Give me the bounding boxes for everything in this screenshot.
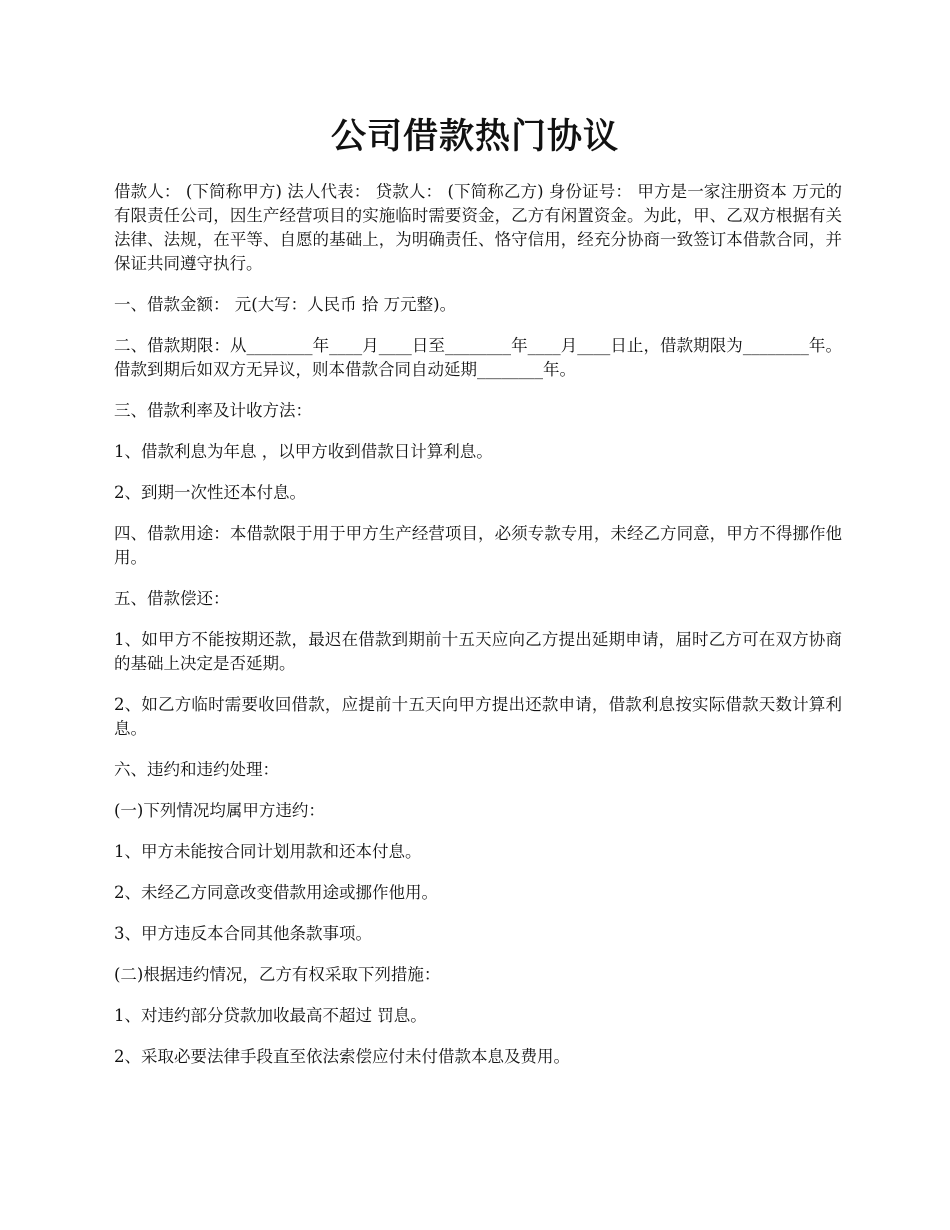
document-title: 公司借款热门协议 — [330, 116, 619, 157]
clause-breach-subheading-2: (二)根据违约情况，乙方有权采取下列措施： — [114, 965, 441, 984]
clause-breach-heading: 六、违约和违约处理： — [114, 760, 279, 779]
clause-repayment-item-2: 2、如乙方临时需要收回借款，应提前十五天向甲方提出还款申请，借款利息按实际借款天数计算利息。 — [114, 695, 842, 738]
clause-loan-purpose: 四、借款用途：本借款限于用于甲方生产经营项目，必须专款专用，未经乙方同意，甲方不得挪作他用。 — [114, 524, 842, 567]
clause-measure-item-2: 2、采取必要法律手段直至依法索偿应付未付借款本息及费用。 — [114, 1047, 570, 1066]
clause-loan-amount: 一、借款金额： 元(大写：人民币 拾 万元整)。 — [114, 295, 457, 314]
clause-repayment-heading: 五、借款偿还： — [114, 589, 230, 608]
clause-breach-item-2: 2、未经乙方同意改变借款用途或挪作他用。 — [114, 883, 438, 902]
clause-loan-term: 二、借款期限：从________年____月____日至________年____月____日止，借款期限为________年。借款到期后如双方无异议，则本借款合同自动延期________年。 — [114, 336, 842, 379]
clause-breach-item-3: 3、甲方违反本合同其他条款事项。 — [114, 924, 372, 943]
clause-interest-heading: 三、借款利率及计收方法： — [114, 401, 312, 420]
document-body — [114, 180, 842, 1086]
intro-paragraph: 借款人： (下简称甲方) 法人代表： 贷款人： (下简称乙方) 身份证号： 甲方是一家注册资本 万元的有限责任公司，因生产经营项目的实施临时需要资金，乙方有闲置资金。为此，甲、乙双方根据有关法律、法规，在平等、自愿的基础上，为明确责任、恪守信用，经充分协商一致签订本借款合同，并保证共同遵守执行。 — [114, 182, 842, 273]
clause-repayment-item-1: 1、如甲方不能按期还款，最迟在借款到期前十五天应向乙方提出延期申请，届时乙方可在双方协商的基础上决定是否延期。 — [114, 630, 842, 673]
clause-measure-item-1: 1、对违约部分贷款加收最高不超过 罚息。 — [114, 1006, 427, 1025]
clause-breach-subheading-1: (一)下列情况均属甲方违约： — [114, 801, 325, 820]
clause-interest-item-1: 1、借款利息为年息 ，以甲方收到借款日计算利息。 — [114, 442, 493, 461]
clause-interest-item-2: 2、到期一次性还本付息。 — [114, 483, 306, 502]
clause-breach-item-1: 1、甲方未能按合同计划用款和还本付息。 — [114, 842, 422, 861]
